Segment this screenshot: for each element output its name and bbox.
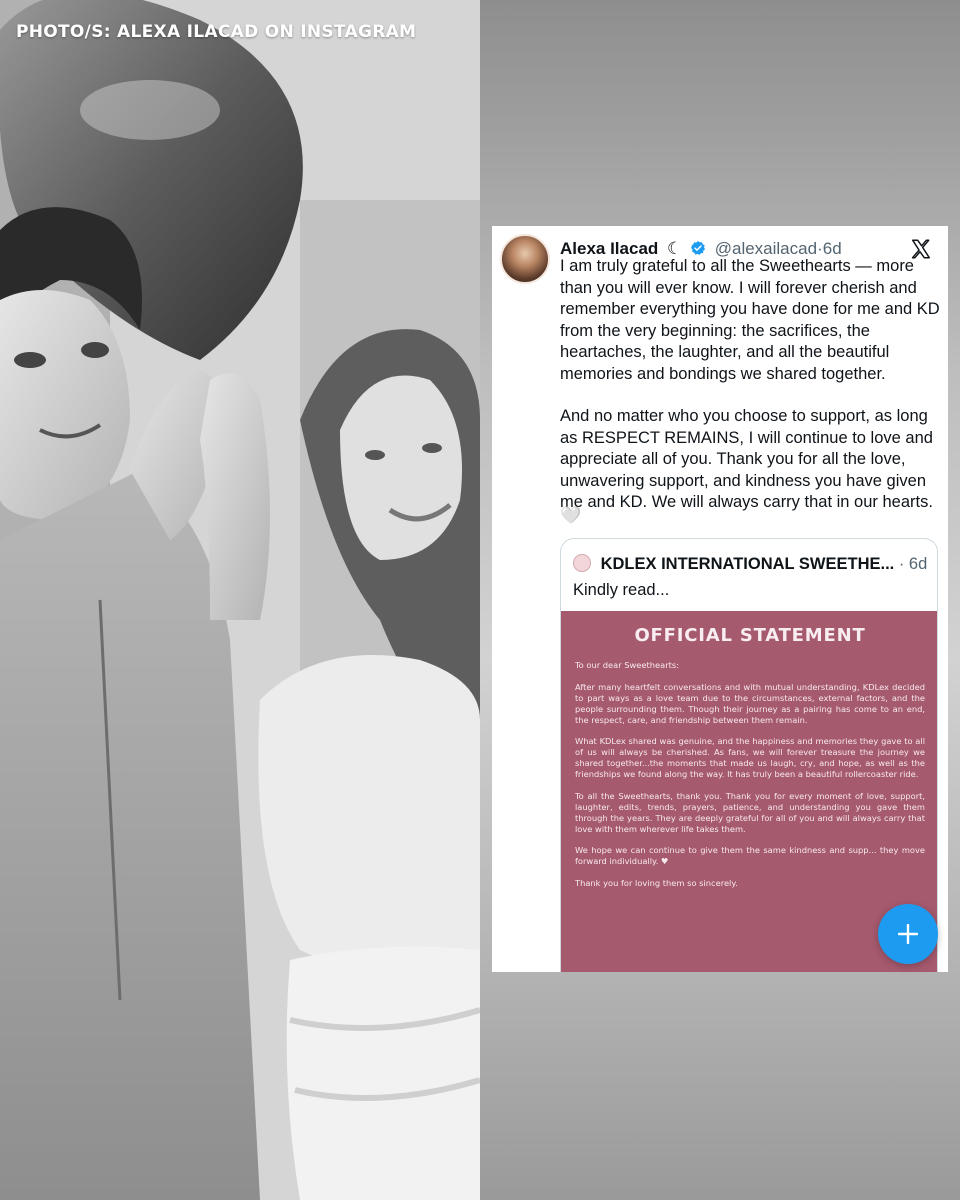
statement-paragraph: After many heartfelt conversations and with mutual understanding, KDLex decided to part ways as a love team due to the circumstances, external factors, and the people surrounding them. Though their journey as a pairing has come to an end, the respect, care, and friendship between them remain.	[575, 681, 925, 725]
white-heart-icon: 🤍	[560, 506, 582, 526]
post-age[interactable]: 6d	[822, 239, 842, 258]
moon-symbol: ☾	[667, 239, 683, 258]
tweet-paragraph: I am truly grateful to all the Sweethearts — more than you will ever know. I will forever cherish and remember everything you have done for me and KD from the very beginning: the sacrifices, the heartaches, the laughter, and all the beautiful memories and bondings we shared together.	[560, 257, 940, 383]
avatar[interactable]	[500, 234, 550, 284]
statement-body	[575, 660, 925, 889]
tweet-card[interactable]	[492, 226, 948, 972]
author-name[interactable]: Alexa Ilacad	[560, 239, 659, 258]
compose-button[interactable]	[878, 904, 938, 964]
tweet-paragraph: And no matter who you choose to support, as long as RESPECT REMAINS, I will continue to love and appreciate all of you. Thank you for all the love, unwavering support, and kindness you have given me and KD. We will always carry that in our hearts.	[560, 407, 933, 511]
statement-title: OFFICIAL STATEMENT	[634, 625, 866, 646]
quote-header	[573, 549, 933, 579]
photo-credit: PHOTO/S: ALEXA ILACAD ON INSTAGRAM	[16, 22, 417, 42]
plus-icon	[898, 924, 918, 944]
statement-paragraph: To our dear Sweethearts:	[575, 660, 680, 670]
heart-emoji-wrapper	[560, 506, 581, 526]
statement-paragraph: To all the Sweethearts, thank you. Thank you for every moment of love, support, laughter, edits, trends, prayers, patience, and understanding you gave them through the years. They are deeply grateful for all of you and will always carry that love with them wherever life takes them.	[575, 790, 925, 834]
quote-text: Kindly read...	[573, 581, 670, 599]
quote-author-name[interactable]: KDLEX INTERNATIONAL SWEETHE...	[600, 555, 895, 573]
quote-avatar-icon	[573, 554, 591, 572]
dot-separator: ·	[817, 239, 823, 258]
author-handle[interactable]: @alexailacad	[714, 239, 818, 258]
statement-paragraph: What KDLex shared was genuine, and the happiness and memories they gave to all of us will always be cherished. As fans, we will forever treasure the journey we shared together...the moments that made us laugh, cry, and hope, as well as the friendships we found along the way. It has truly been a beautiful rollercoaster ride.	[575, 736, 925, 780]
quote-age[interactable]: · 6d	[898, 555, 928, 573]
tweet-text	[560, 256, 940, 514]
statement-paragraph: We hope we can continue to give them the same kindness and supp... they move forward individually. ♥	[575, 845, 925, 867]
verified-badge-icon	[690, 240, 706, 256]
statement-paragraph: Thank you for loving them so sincerely.	[575, 878, 738, 889]
quoted-tweet[interactable]	[560, 538, 938, 972]
